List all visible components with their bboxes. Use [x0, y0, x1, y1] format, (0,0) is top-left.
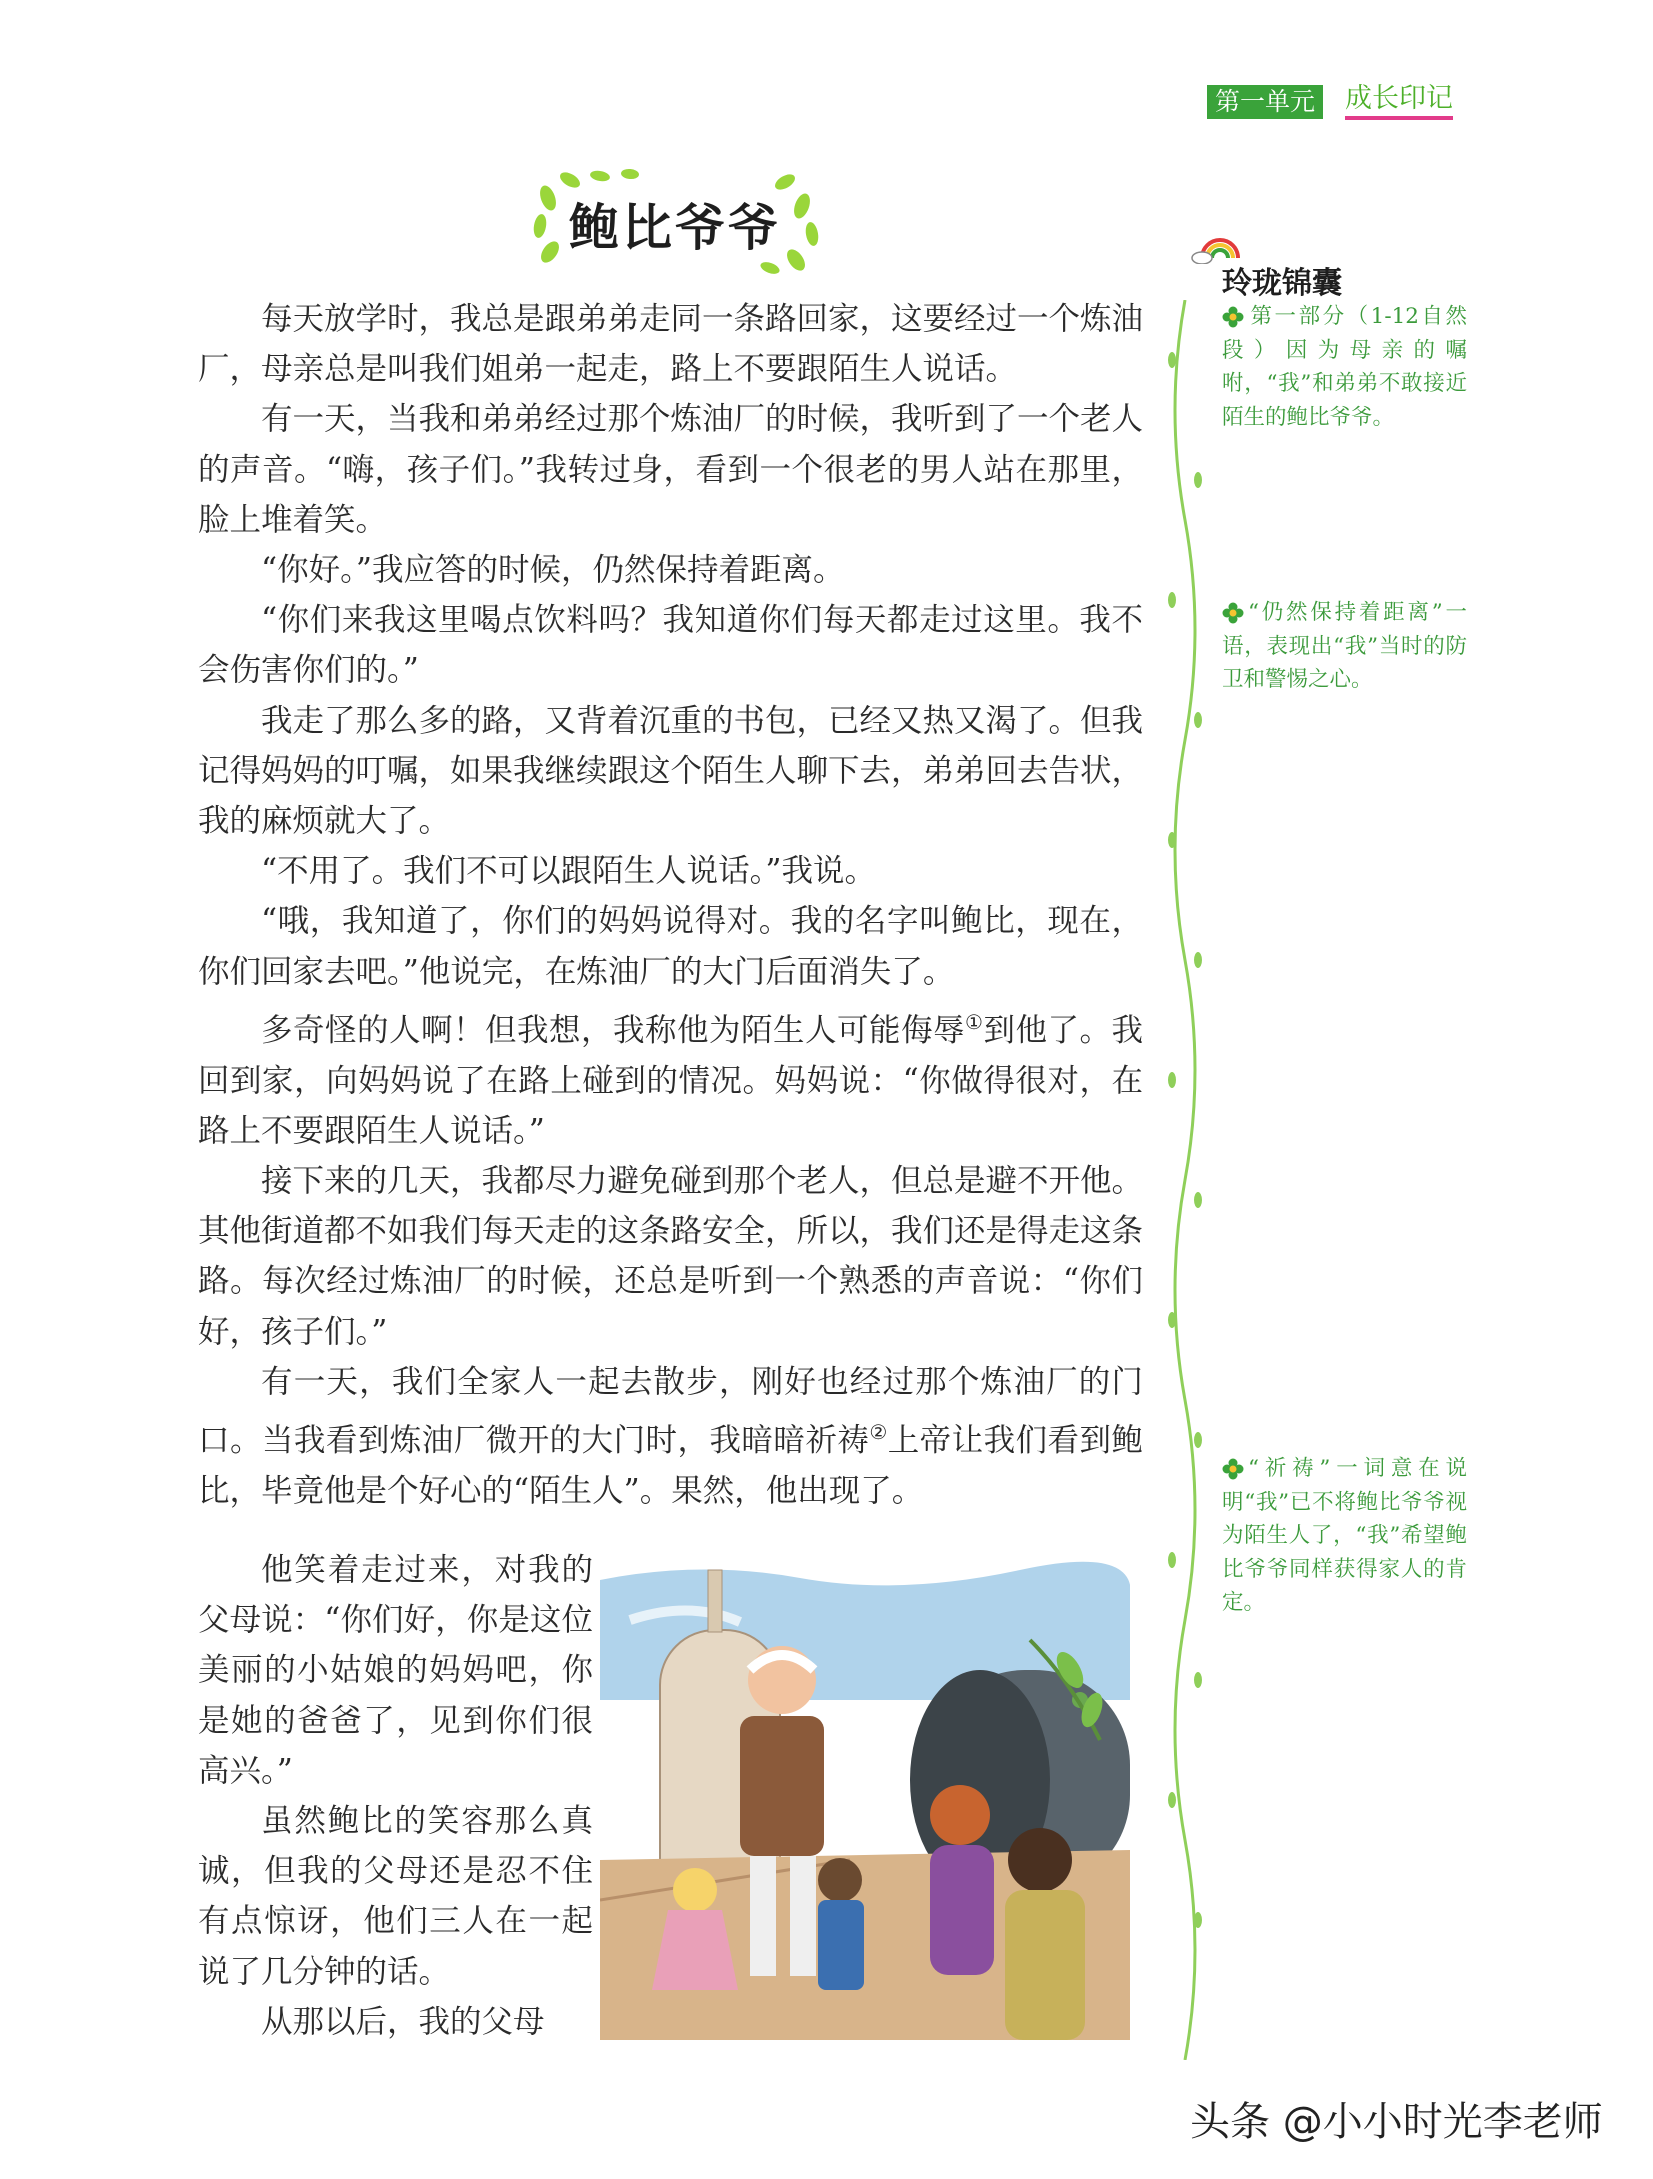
unit-tag: [1207, 84, 1453, 120]
note-text: “仍然保持着距离”一语，表现出“我”当时的防卫和警惕之心。: [1222, 600, 1467, 692]
flower-bullet-icon: [1222, 602, 1244, 624]
margin-note: [1222, 1452, 1467, 1620]
paragraph: 我走了那么多的路，又背着沉重的书包，已经又热又渴了。但我记得妈妈的叮嘱，如果我继续跟这个陌生人聊下去，弟弟回去告状，我的麻烦就大了。: [198, 702, 1144, 840]
paragraph: 有一天，当我和弟弟经过那个炼油厂的时候，我听到了一个老人的声音。“嗨，孩子们。”我转过身，看到一个很老的男人站在那里，脸上堆着笑。: [198, 401, 1144, 538]
paragraph: 接下来的几天，我都尽力避免碰到那个老人，但总是避不开他。其他街道都不如我们每天走的这条路安全，所以，我们还是得走这条路。每次经过炼油厂的时候，还总是听到一个熟悉的声音说：“你们好，孩子们。”: [198, 1162, 1144, 1350]
text-run: 有一天，我们全家人一起去散步，刚好也经过那个炼油厂的门口。当我看到炼油厂微开的大门时，我暗暗祈祷: [198, 1363, 1143, 1459]
flower-bullet-icon: [1222, 306, 1244, 328]
text-run: 多奇怪的人啊！但我想，我称他为陌生人可能侮辱: [261, 1012, 966, 1049]
margin-note: [1222, 300, 1467, 434]
paragraph: 他笑着走过来，对我的父母说：“你们好，你是这位美丽的小姑娘的妈妈吧，你是她的爸爸了，见到你们很高兴。”: [198, 1552, 593, 1789]
paragraph: 虽然鲍比的笑容那么真诚，但我的父母还是忍不住有点惊讶，他们三人在一起说了几分钟的话。: [198, 1803, 593, 1990]
watermark: 头条 @小小时光李老师: [1190, 2099, 1603, 2145]
text-run: 上帝让我们看到鲍比，毕竟他是个好心的“陌生人”。果然，他出现了。: [198, 1422, 1143, 1509]
vine-decoration-icon: [1160, 300, 1210, 2060]
paragraph: 从那以后，我的父母: [261, 2003, 545, 2040]
note-text: “祈祷”一词意在说明“我”已不将鲍比爷爷视为陌生人了，“我”希望鲍比爷爷同样获得家人的肯定。: [1222, 1456, 1467, 1615]
text-run: 到他了。我回到家，向妈妈说了在路上碰到的情况。妈妈说：“你做得很对，在路上不要跟陌生人说话。”: [198, 1012, 1143, 1149]
paragraph: “哦，我知道了，你们的妈妈说得对。我的名字叫鲍比，现在，你们回家去吧。”他说完，在炼油厂的大门后面消失了。: [198, 903, 1143, 990]
article-body: [198, 294, 1143, 1516]
footnote-marker: ①: [965, 1009, 984, 1034]
margin-note: [1222, 596, 1467, 697]
paragraph: “你们来我这里喝点饮料吗？我知道你们每天都走过这里。我不会伤害你们的。”: [198, 602, 1143, 689]
title-block: [530, 168, 820, 276]
article-body-wrapped: [198, 1545, 593, 2047]
paragraph: “你好。”我应答的时候，仍然保持着距离。: [261, 552, 845, 589]
unit-name: 成长印记: [1345, 84, 1453, 120]
flower-bullet-icon: [1222, 1458, 1244, 1480]
paragraph: [198, 997, 1143, 1156]
sidebar-title: 玲珑锦囊: [1222, 266, 1342, 301]
story-illustration: [600, 1560, 1130, 2040]
paragraph: “不用了。我们不可以跟陌生人说话。”我说。: [261, 853, 876, 890]
note-text: 第一部分（1-12自然段）因为母亲的嘱咐，“我”和弟弟不敢接近陌生的鲍比爷爷。: [1222, 304, 1467, 430]
article-title: 鲍比爷爷: [569, 199, 781, 257]
paragraph: [198, 1357, 1143, 1516]
paragraph: 每天放学时，我总是跟弟弟走同一条路回家，这要经过一个炼油厂，母亲总是叫我们姐弟一起走，路上不要跟陌生人说话。: [198, 301, 1144, 388]
footnote-marker: ②: [869, 1419, 888, 1444]
unit-number: 第一单元: [1207, 85, 1323, 119]
